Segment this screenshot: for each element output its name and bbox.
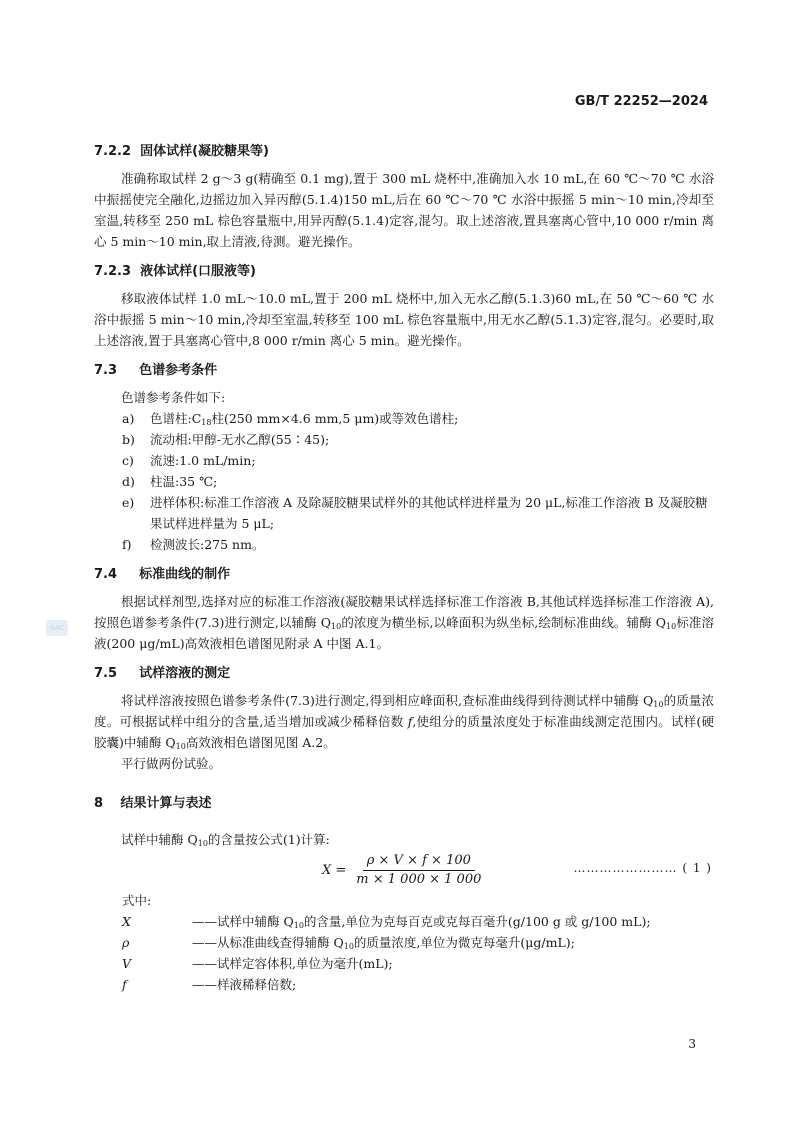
paragraph-7-2-2: 准确称取试样 2 g～3 g(精确至 0.1 mg),置于 300 mL 烧杯中,准确加入水 10 mL,在 60 ℃～70 ℃ 水浴中振摇使完全融化,边摇边加入异丙醇(5.1.4)150 mL,后在 60 ℃～70 ℃ 水浴中振摇 5 min～10 min,冷却至室温,转移至 250 mL 棕色容量瓶中,用异丙醇(5.1.4)定容,混匀。取上述溶液,置具塞离心管中,10 000 r/min 离心 5 min～10 min,取上清液,待测。避光操作。 [94,171,714,249]
section-number: 7.2.3 [94,264,132,279]
section-number: 8 [94,796,104,811]
list-item: b) 流动相:甲醇-无水乙醇(55∶45); [122,432,330,447]
list-item: f) 检测波长:275 nm。 [122,537,265,552]
paragraph-7-2-3: 移取液体试样 1.0 mL～10.0 mL,置于 200 mL 烧杯中,加入无水乙醇(5.1.3)60 mL,在 50 ℃～60 ℃ 水浴中振摇 5 min～10 min,冷却至室温,转移至 100 mL 棕色容量瓶中,用无水乙醇(5.1.3)定容,混匀。必要时,取上述溶液,置于具塞离心管中,8 000 r/min 离心 5 min。避光操作。 [94,291,714,348]
paragraph-7-5-parallel: 平行做两份试验。 [121,756,222,771]
formula-numerator: ρ × V × f × 100 [363,853,475,871]
variable-definition: f ——样液稀释倍数; [122,977,297,992]
section-number: 7.3 [94,363,118,378]
section-heading-7-4 [94,564,714,586]
section-heading-7-3 [94,360,714,382]
equation-number: …………………… ( 1 ) [573,861,712,875]
where-label: 式中: [122,893,152,908]
main-content [94,141,714,995]
paragraph-7-4: 根据试样剂型,选择对应的标准工作溶液(凝胶糖果试样选择标准工作溶液 B,其他试样选择标准工作溶液 A),按照色谱参考条件(7.3)进行测定,以辅酶 $Q_{10}$的浓度为横坐标,以峰面积为纵坐标,绘制标准曲线。辅酶 $Q_{10}$标准溶液(200 μg/mL)高效液相色谱图见附录 A 中图 A.1。 [94,594,715,651]
section-heading-8 [94,793,714,815]
list-item: a) 色谱柱$:C_{18}$柱(250 mm×4.6 mm,5 μm)或等效色谱柱; [122,411,459,427]
formula-denominator: m × 1 000 × 1 000 [356,871,482,887]
list-item: c) 流速:1.0 mL/min; [122,453,256,468]
section-heading-7-2-2 [94,141,714,163]
formula-intro: 试样中辅酶 $Q_{10}$的含量按公式(1)计算: [121,832,330,848]
list-item: d) 柱温:35 ℃; [122,474,218,489]
paragraph-7-5: 将试样溶液按照色谱参考条件(7.3)进行测定,得到相应峰面积,查标准曲线得到待测试样中辅酶 $Q_{10}$的质量浓度。可根据试样中组分的含量,适当增加或减少稀释倍数 f,使组分的质量浓度处于标准曲线测定范围内。试样(硬胶囊)中辅酶 $Q_{10}$高效液相色谱图见图 A.2。 [94,693,714,751]
section-title: 固体试样(凝胶糖果等) [140,144,269,159]
section-title: 试样溶液的测定 [139,666,231,681]
formula-fraction [352,853,485,888]
list-item: e) 进样体积:标准工作溶液 A 及除凝胶糖果试样外的其他试样进样量为 20 μL,标准工作溶液 B 及凝胶糖果试样进样量为 5 μL; [122,495,708,531]
formula-expression [322,850,485,890]
conditions-list [94,408,714,555]
document-code: GB/T 22252—2024 [574,94,708,109]
conditions-intro: 色谱参考条件如下: [121,390,226,405]
section-title: 液体试样(口服液等) [140,264,256,279]
section-heading-7-5 [94,663,714,685]
watermark-icon: SAC [46,620,68,636]
formula-lhs: X = [322,862,347,878]
section-heading-7-2-3 [94,261,714,283]
section-number: 7.5 [94,666,118,681]
variable-definition: X ——试样中辅酶 $Q_{10}$的含量,单位为克每百克或克每百毫升(g/100 g 或 g/100 mL); [122,914,651,930]
section-title: 结果计算与表述 [120,796,212,811]
page-number: 3 [688,1037,696,1051]
section-title: 色谱参考条件 [139,363,218,378]
section-number: 7.2.2 [94,144,132,159]
section-title: 标准曲线的制作 [139,567,231,582]
variable-definition: ρ ——从标准曲线查得辅酶 $Q_{10}$的质量浓度,单位为微克每毫升(μg/mL); [122,935,575,951]
formula-1 [94,850,714,890]
variable-definition: V ——试样定容体积,单位为毫升(mL); [122,956,393,971]
section-number: 7.4 [94,567,118,582]
